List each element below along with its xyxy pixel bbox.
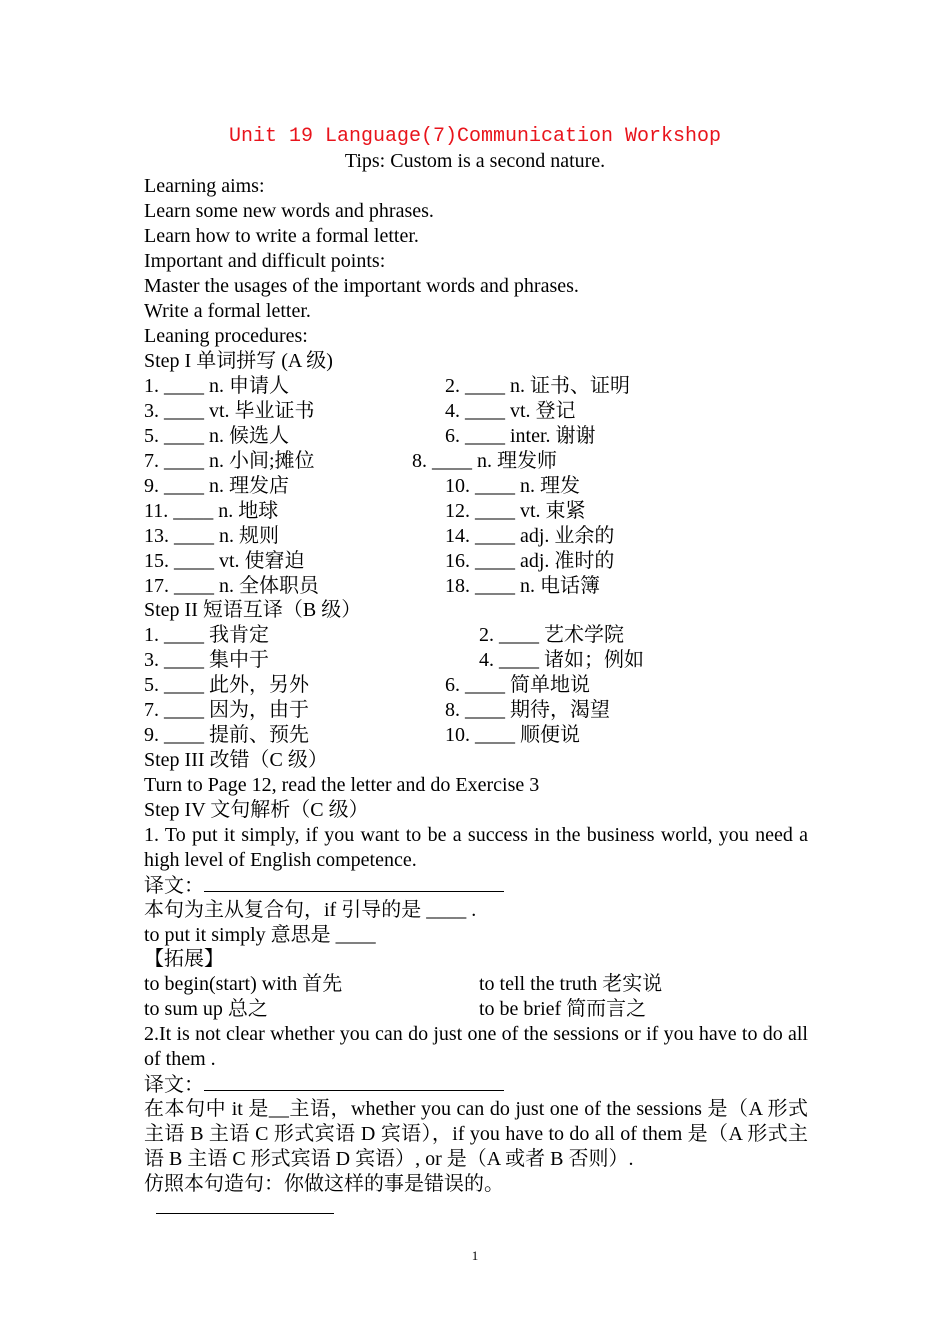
phrase-item: 4. ____ 诸如；例如 [479,649,644,671]
expand-item: to be brief 简而言之 [479,998,647,1020]
aim-line: Learn some new words and phrases. [144,200,434,222]
word-item: 3. ____ vt. 毕业证书 [144,400,315,422]
footnote-separator [156,1213,334,1214]
note-line: to put it simply 意思是 ____ [144,924,376,946]
word-item: 18. ____ n. 电话簿 [445,575,600,597]
expand-heading: 【拓展】 [144,948,224,970]
word-item: 8. ____ n. 理发师 [412,450,557,472]
word-item: 7. ____ n. 小间;摊位 [144,450,315,472]
tips-line: Tips: Custom is a second nature. [344,150,606,172]
phrase-item: 6. ____ 简单地说 [445,674,590,696]
word-item: 2. ____ n. 证书、证明 [445,375,630,397]
word-item: 16. ____ adj. 准时的 [445,550,615,572]
word-item: 5. ____ n. 候选人 [144,425,289,447]
step3-heading: Step III 改错（C 级） [144,749,328,771]
note-line: 本句为主从复合句，if 引导的是 ____ . [144,899,477,921]
step1-heading: Step I 单词拼写 (A 级) [144,350,333,372]
word-item: 6. ____ inter. 谢谢 [445,425,596,447]
points-heading: Important and difficult points: [144,250,386,272]
learning-aims-heading: Learning aims: [144,175,265,197]
step2-heading: Step II 短语互译（B 级） [144,599,362,621]
page-title: Unit 19 Language(7)Communication Workshop [228,125,722,148]
word-item: 9. ____ n. 理发店 [144,475,289,497]
phrase-item: 1. ____ 我肯定 [144,624,269,646]
word-item: 1. ____ n. 申请人 [144,375,289,397]
sentence-2-analysis: 在本句中 it 是__主语，whether you can do just one of the sessions 是（A 形式主语 B 主语 C 形式宾语 D 宾语），if you have to do all of them 是（A 形式主语 B 主语 C 形式宾语 D 宾语）, or 是（A 或者 B 否则）. [144,1098,808,1170]
phrase-item: 10. ____ 顺便说 [445,724,580,746]
procedures-heading: Leaning procedures: [144,325,308,347]
word-item: 11. ____ n. 地球 [144,500,279,522]
word-item: 15. ____ vt. 使窘迫 [144,550,305,572]
phrase-item: 9. ____ 提前、预先 [144,724,309,746]
point-line: Write a formal letter. [144,300,311,322]
sentence-1: 1. To put it simply, if you want to be a success in the business world, you need a high level of English competence. [144,824,808,871]
word-item: 10. ____ n. 理发 [445,475,580,497]
step4-heading: Step IV 文句解析（C 级） [144,799,369,821]
translation-label: 译文： [144,1074,204,1096]
phrase-item: 3. ____ 集中于 [144,649,269,671]
expand-item: to begin(start) with 首先 [144,973,343,995]
translation-line-1 [144,873,504,899]
word-item: 13. ____ n. 规则 [144,525,279,547]
aim-line: Learn how to write a formal letter. [144,225,419,247]
phrase-item: 7. ____ 因为，由于 [144,699,309,721]
word-item: 12. ____ vt. 束紧 [445,500,586,522]
sentence-2: 2.It is not clear whether you can do just one of the sessions or if you have to do all of them . [144,1023,808,1070]
translation-label: 译文： [144,875,204,897]
point-line: Master the usages of the important words and phrases. [144,275,579,297]
translation-blank[interactable] [204,1072,504,1091]
word-item: 4. ____ vt. 登记 [445,400,576,422]
expand-item: to sum up 总之 [144,998,268,1020]
imitation-task: 仿照本句造句：你做这样的事是错误的。 [144,1173,504,1195]
page-number: 1 [471,1248,479,1263]
step3-instruction: Turn to Page 12, read the letter and do Exercise 3 [144,774,540,796]
translation-line-2 [144,1072,504,1098]
phrase-item: 2. ____ 艺术学院 [479,624,624,646]
phrase-item: 8. ____ 期待，渴望 [445,699,610,721]
word-item: 14. ____ adj. 业余的 [445,525,615,547]
expand-item: to tell the truth 老实说 [479,973,663,995]
word-item: 17. ____ n. 全体职员 [144,575,319,597]
translation-blank[interactable] [204,873,504,892]
phrase-item: 5. ____ 此外，另外 [144,674,309,696]
